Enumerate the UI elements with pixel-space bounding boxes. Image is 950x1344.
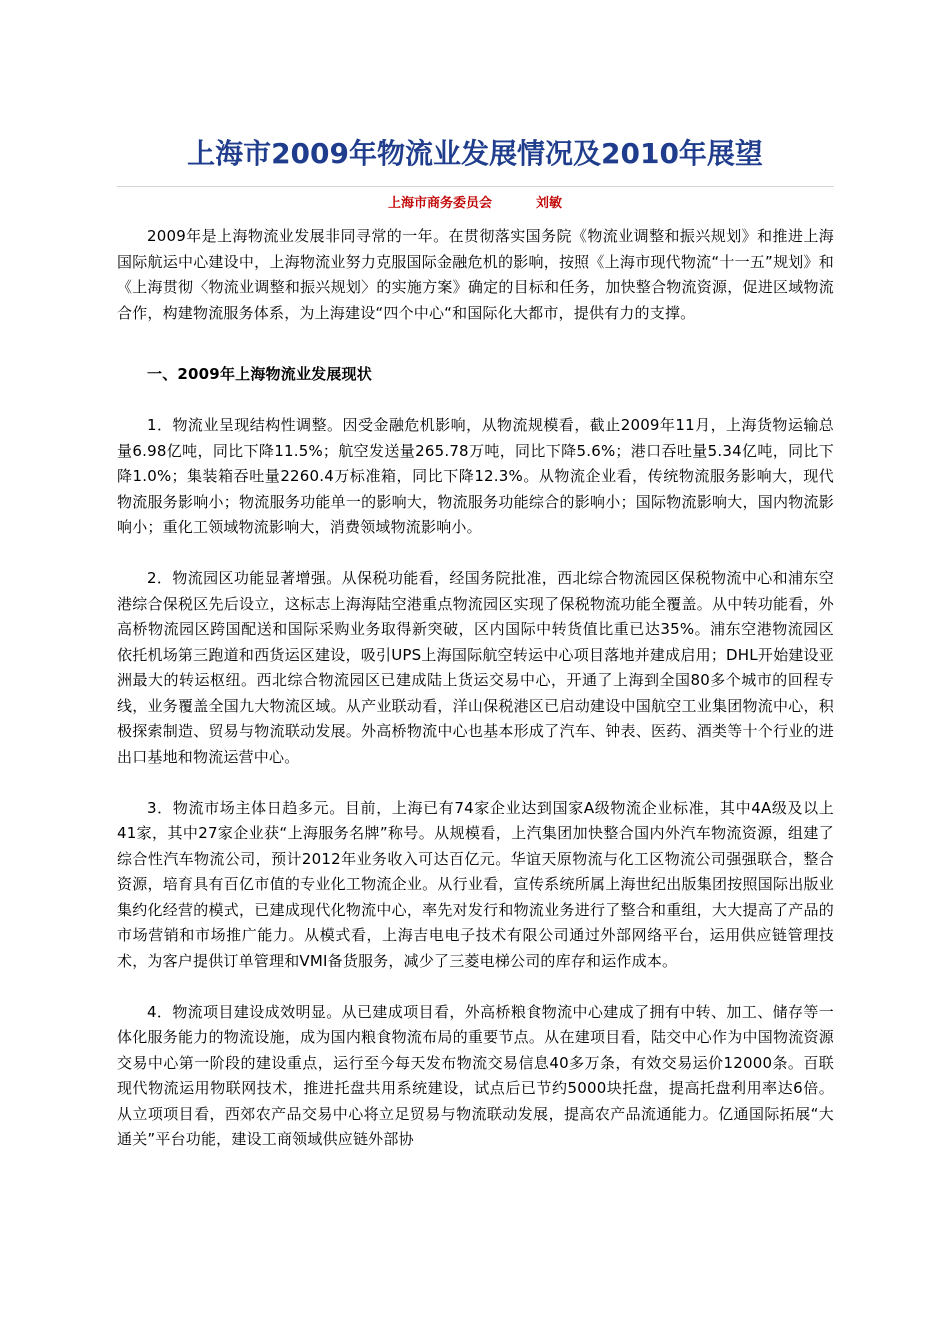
body-paragraph: 2．物流园区功能显著增强。从保税功能看，经国务院批准，西北综合物流园区保税物流中心和浦东空港综合保税区先后设立，这标志上海海陆空港重点物流园区实现了保税物流功能全覆盖。从中转功能看，外高桥物流园区跨国配送和国际采购业务取得新突破，区内国际中转货值比重已达35%。浦东空港物流园区依托机场第三跑道和西货运区建设，吸引UPS上海国际航空转运中心项目落地并建成启用；DHL开始建设亚洲最大的转运枢纽。西北综合物流园区已建成陆上货运交易中心，开通了上海到全国80多个城市的回程专线，业务覆盖全国九大物流区域。从产业联动看，洋山保税港区已启动建设中国航空工业集团物流中心，积极探索制造、贸易与物流联动发展。外高桥物流中心也基本形成了汽车、钟表、医药、酒类等十个行业的进出口基地和物流运营中心。 bbox=[117, 569, 834, 766]
byline-organization: 上海市商务委员会 bbox=[387, 196, 492, 211]
document-body bbox=[117, 224, 834, 1153]
body-paragraph: 3．物流市场主体日趋多元。目前，上海已有74家企业达到国家A级物流企业标准，其中4A级及以上41家，其中27家企业获“上海服务名牌”称号。从规模看，上汽集团加快整合国内外汽车物流资源，组建了综合性汽车物流公司，预计2012年业务收入可达百亿元。华谊天原物流与化工区物流公司强强联合，整合资源，培育具有百亿市值的专业化工物流企业。从行业看，宣传系统所属上海世纪出版集团按照国际出版业集约化经营的模式，已建成现代化物流中心，率先对发行和物流业务进行了整合和重组，大大提高了产品的市场营销和市场推广能力。从模式看，上海吉电电子技术有限公司通过外部网络平台，运用供应链管理技术，为客户提供订单管理和VMI备货服务，减少了三菱电梯公司的库存和运作成本。 bbox=[117, 798, 834, 970]
byline bbox=[0, 194, 950, 214]
section-heading: 一、2009年上海物流业发展现状 bbox=[147, 365, 372, 383]
document-title: 上海市2009年物流业发展情况及2010年展望 bbox=[187, 137, 763, 170]
body-paragraph: 1．物流业呈现结构性调整。因受金融危机影响，从物流规模看，截止2009年11月，上海货物运输总量6.98亿吨，同比下降11.5%；航空发送量265.78万吨，同比下降5.6%；港口吞吐量5.34亿吨，同比下降1.0%；集装箱吞吐量2260.4万标准箱，同比下降12.3%。从物流企业看，传统物流服务影响大，现代物流服务影响小；物流服务功能单一的影响大，物流服务功能综合的影响小；国际物流影响大，国内物流影响小；重化工领域物流影响大，消费领域物流影响小。 bbox=[117, 416, 834, 536]
intro-paragraph: 2009年是上海物流业发展非同寻常的一年。在贯彻落实国务院《物流业调整和振兴规划》和推进上海国际航运中心建设中，上海物流业努力克服国际金融危机的影响，按照《上海市现代物流“十一五”规划》和《上海贯彻〈物流业调整和振兴规划〉的实施方案》确定的目标和任务，加快整合物流资源，促进区域物流合作，构建物流服务体系，为上海建设“四个中心“和国际化大都市，提供有力的支撑。 bbox=[117, 227, 834, 322]
title-divider bbox=[117, 186, 834, 187]
byline-author: 刘敏 bbox=[536, 196, 563, 211]
body-paragraph: 4．物流项目建设成效明显。从已建成项目看，外高桥粮食物流中心建成了拥有中转、加工、储存等一体化服务能力的物流设施，成为国内粮食物流布局的重要节点。从在建项目看，陆交中心作为中国物流资源交易中心第一阶段的建设重点，运行至今每天发布物流交易信息40多万条，有效交易运价12000条。百联现代物流运用物联网技术，推进托盘共用系统建设，试点后已节约5000块托盘，提高托盘利用率达6倍。从立项项目看，西郊农产品交易中心将立足贸易与物流联动发展，提高农产品流通能力。亿通国际拓展“大通关”平台功能，建设工商领域供应链外部协 bbox=[117, 1002, 834, 1148]
